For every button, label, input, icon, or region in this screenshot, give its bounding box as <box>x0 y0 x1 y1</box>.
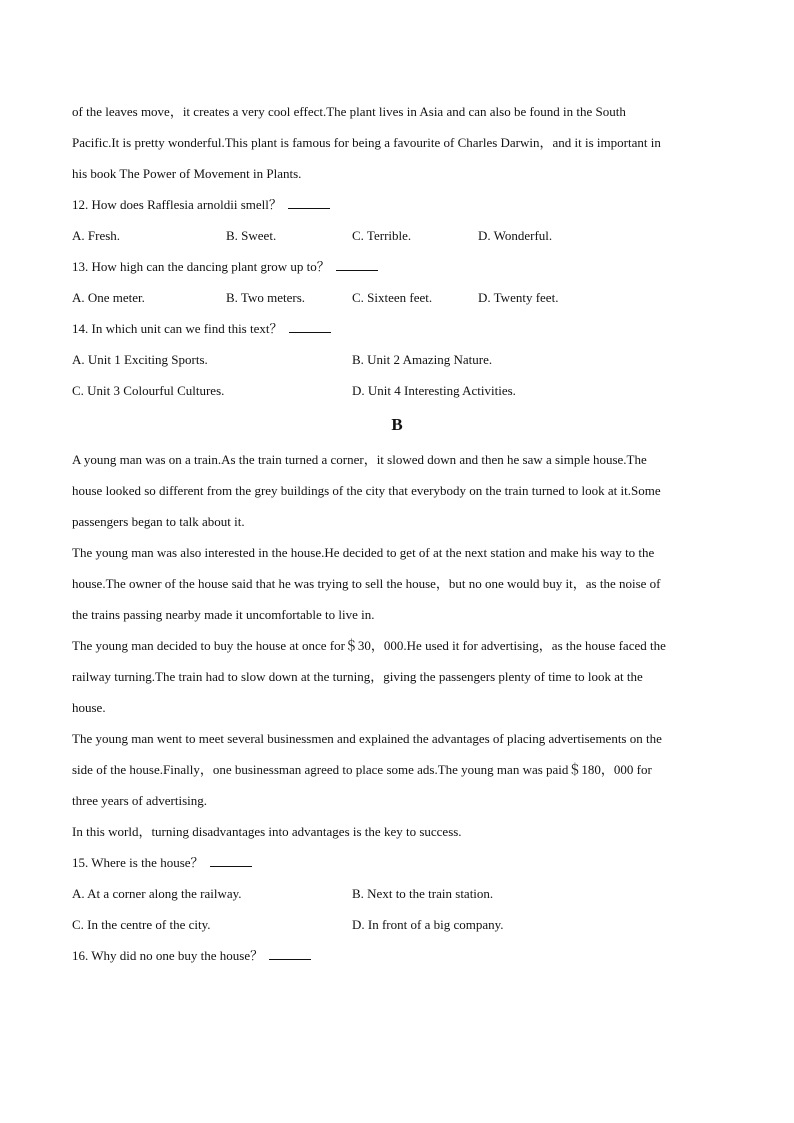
option-c: C. Terrible. <box>352 228 412 243</box>
option-c: C. In the centre of the city. <box>72 917 211 932</box>
question-15-options-row1 <box>72 878 722 909</box>
passage-b-line: A young man was on a train.As the train turned a corner，it slowed down and then he saw a simple house.The <box>72 452 647 467</box>
question-14-options-row1 <box>72 344 722 375</box>
option-a: A. One meter. <box>72 290 145 305</box>
question-14-options-row2 <box>72 375 722 406</box>
passage-b-line: passengers began to talk about it. <box>72 514 245 529</box>
passage-b-line: The young man was also interested in the house.He decided to get of at the next station and make his way to the <box>72 545 655 560</box>
question-stem: 12. How does Rafflesia arnoldii smell？ <box>72 197 282 212</box>
question-15-options-row2 <box>72 909 722 940</box>
passage-b-line: side of the house.Finally，one businessman agreed to place some ads.The young man was paid＄180，000 for <box>72 762 652 777</box>
question-stem: 13. How high can the dancing plant grow up to？ <box>72 259 330 274</box>
passage-b-line: the trains passing nearby made it uncomfortable to live in. <box>72 607 375 622</box>
option-b: B. Sweet. <box>226 228 277 243</box>
passage-b-line: In this world，turning disadvantages into advantages is the key to success. <box>72 824 462 839</box>
question-stem: 14. In which unit can we find this text？ <box>72 321 283 336</box>
question-stem: 16. Why did no one buy the house？ <box>72 948 264 963</box>
option-a: A. At a corner along the railway. <box>72 886 242 901</box>
option-b: B. Next to the train station. <box>352 886 494 901</box>
option-c: C. Unit 3 Colourful Cultures. <box>72 383 225 398</box>
passage-b-line: railway turning.The train had to slow down at the turning，giving the passengers plenty of time to look at the <box>72 669 643 684</box>
option-d: D. Unit 4 Interesting Activities. <box>352 383 516 398</box>
answer-blank <box>269 949 311 960</box>
passage-b-line: The young man decided to buy the house at once for＄30，000.He used it for advertising，as the house faced the <box>72 638 666 653</box>
passage-b-line: house looked so different from the grey buildings of the city that everybody on the train turned to look at it.Some <box>72 483 661 498</box>
answer-blank <box>210 856 252 867</box>
passage-b-line: The young man went to meet several businessmen and explained the advantages of placing advertisements on the <box>72 731 662 746</box>
question-12-options <box>72 220 722 251</box>
question-16 <box>72 940 722 971</box>
question-stem: 15. Where is the house？ <box>72 855 204 870</box>
option-a: A. Unit 1 Exciting Sports. <box>72 352 208 367</box>
question-13-options <box>72 282 722 313</box>
question-14 <box>72 313 722 344</box>
answer-blank <box>288 198 330 209</box>
option-d: D. Wonderful. <box>478 228 553 243</box>
passage-a-line: Pacific.It is pretty wonderful.This plant is famous for being a favourite of Charles Darwin，and it is important in <box>72 135 661 150</box>
section-b-heading: B <box>391 415 403 434</box>
passage-a-line: of the leaves move，it creates a very cool effect.The plant lives in Asia and can also be found in the South <box>72 104 626 119</box>
question-13 <box>72 251 722 282</box>
question-12 <box>72 189 722 220</box>
option-a: A. Fresh. <box>72 228 121 243</box>
option-d: D. Twenty feet. <box>478 290 559 305</box>
passage-b-line: three years of advertising. <box>72 793 208 808</box>
option-b: B. Two meters. <box>226 290 306 305</box>
option-d: D. In front of a big company. <box>352 917 504 932</box>
answer-blank <box>289 322 331 333</box>
option-c: C. Sixteen feet. <box>352 290 433 305</box>
option-b: B. Unit 2 Amazing Nature. <box>352 352 493 367</box>
passage-b-line: house. <box>72 700 106 715</box>
passage-b-line: house.The owner of the house said that he was trying to sell the house，but no one would buy it，as the noise of <box>72 576 661 591</box>
passage-a-line: his book The Power of Movement in Plants. <box>72 166 302 181</box>
answer-blank <box>336 260 378 271</box>
document-page <box>72 96 722 971</box>
question-15 <box>72 847 722 878</box>
